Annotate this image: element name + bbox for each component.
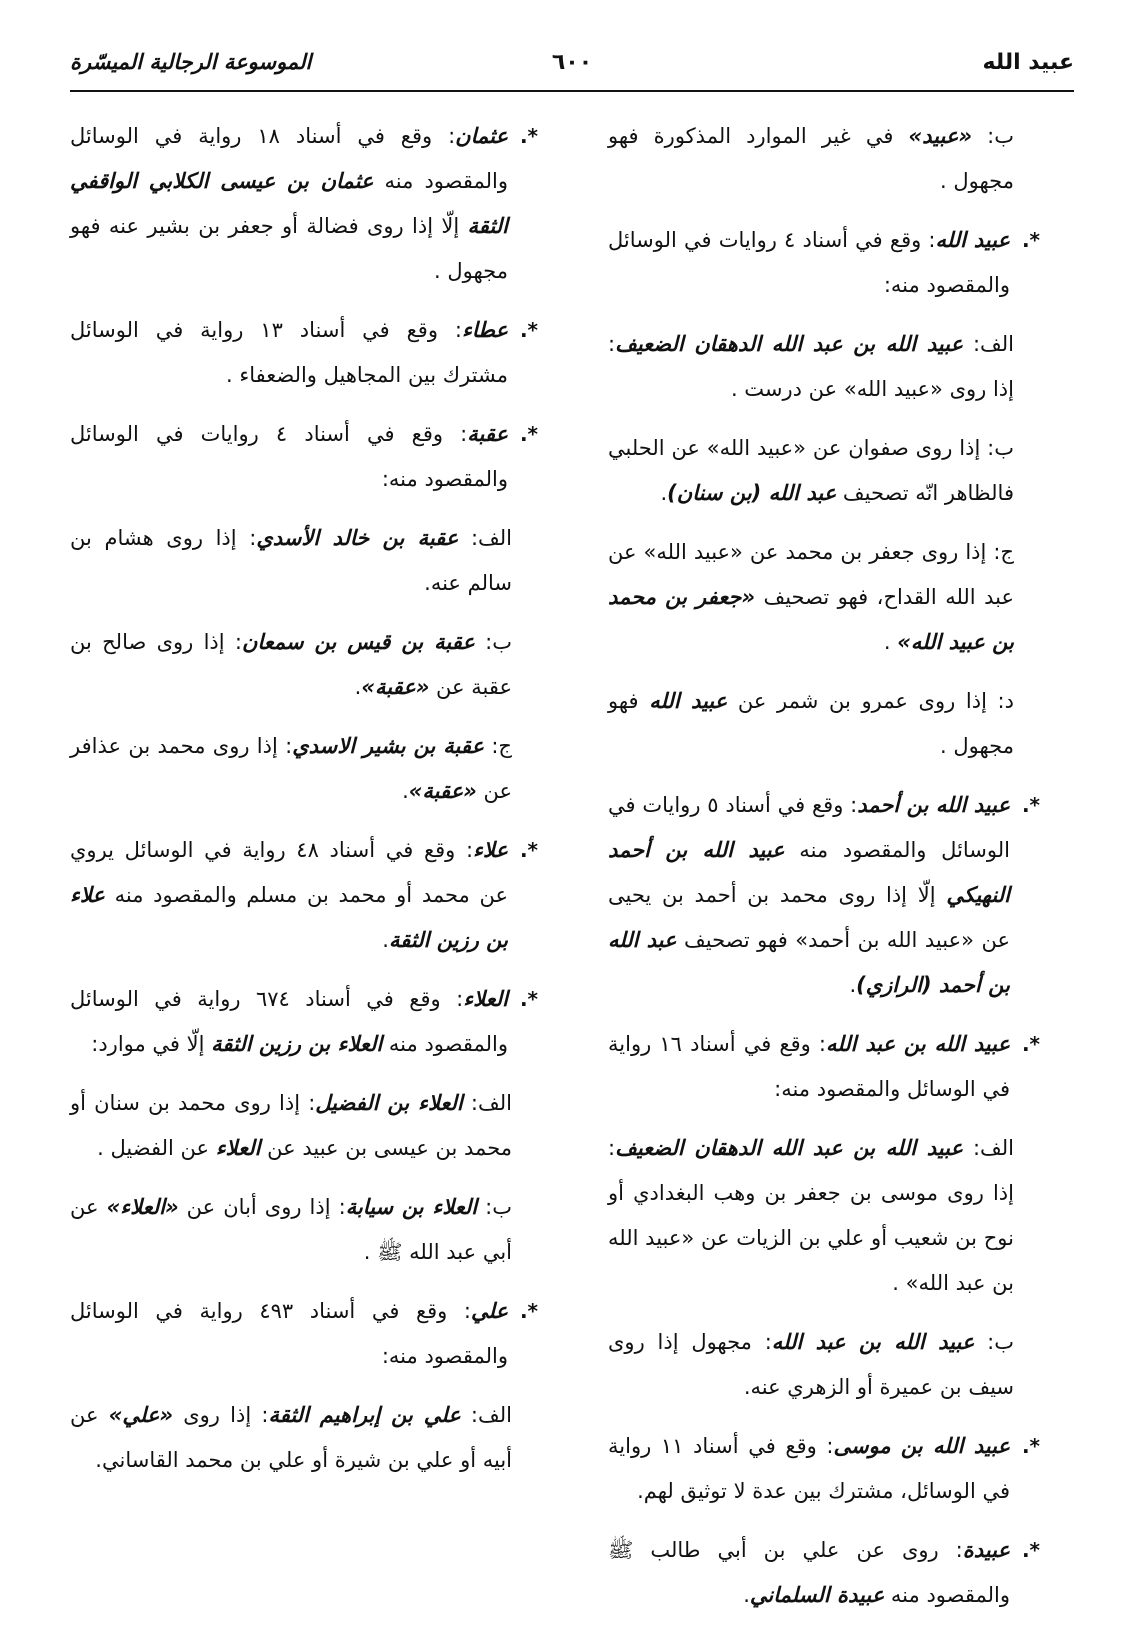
entry-name: عبيد الله بن عبد الله xyxy=(826,1032,1010,1056)
sub-entry: ب: «عبيد» في غير الموارد المذكورة فهو مجهول . xyxy=(608,124,1015,193)
sub-entry: ج: إذا روى جعفر بن محمد عن «عبيد الله» عن عبد الله القداح، فهو تصحيف «جعفر بن محمد بن عبيد الله» . xyxy=(608,540,1015,654)
sub-entry: ب: عقبة بن قيس بن سمعان: إذا روى صالح بن عقبة عن «عقبة». xyxy=(70,630,512,699)
asterisk-bullet-icon: *. xyxy=(519,1299,538,1323)
entry-name: عبيد الله xyxy=(649,689,728,713)
entry-name: عبيدة السلماني xyxy=(749,1583,885,1607)
entry-name: عقبة بن بشير الاسدي xyxy=(292,734,485,758)
entry: *. علي: وقع في أسناد ٤٩٣ رواية في الوسائل والمقصود منه: xyxy=(70,1289,538,1379)
header-rule xyxy=(70,90,1074,92)
entry-name: علاء بن رزين الثقة xyxy=(70,883,508,952)
entry-name: عبيد الله بن عبد الله xyxy=(771,1330,975,1354)
entry-name: علاء xyxy=(473,838,508,862)
entry-name: «عبيد» xyxy=(908,124,973,148)
entry-name: عبيد الله بن موسى xyxy=(833,1434,1010,1458)
entry: *. علاء: وقع في أسناد ٤٨ رواية في الوسائل يروي عن محمد أو محمد بن مسلم والمقصود منه علاء بن رزين الثقة. xyxy=(70,828,538,963)
entry-name: عبيد الله بن عبد الله الدهقان الضعيف xyxy=(615,1136,963,1160)
entry-name: العلاء بن سيابة xyxy=(345,1195,478,1219)
asterisk-bullet-icon: *. xyxy=(519,124,538,148)
entry: *. عقبة: وقع في أسناد ٤ روايات في الوسائل والمقصود منه: xyxy=(70,412,538,502)
entry-name: عقبة بن خالد الأسدي xyxy=(256,526,459,550)
asterisk-bullet-icon: *. xyxy=(1021,228,1040,252)
entry-name: العلاء بن رزين الثقة xyxy=(211,1032,383,1056)
entry-name: «عقبة» xyxy=(408,779,477,803)
entry-name: عبيد الله بن عبد الله الدهقان الضعيف xyxy=(615,332,963,356)
entry-name: العلاء xyxy=(215,1136,261,1160)
entry-name: «علي» xyxy=(108,1403,174,1427)
entry-name: «جعفر بن محمد بن عبيد الله» xyxy=(608,585,1014,654)
entry-name: عثمان بن عيسى الكلابي الواقفي الثقة xyxy=(70,169,508,238)
running-head-entry: عبيد الله xyxy=(982,50,1074,75)
asterisk-bullet-icon: *. xyxy=(519,318,538,342)
entry: *. العلاء: وقع في أسناد ٦٧٤ رواية في الوسائل والمقصود منه العلاء بن رزين الثقة إلّا في موارد: xyxy=(70,977,538,1067)
entry-name: عبيد الله بن أحمد xyxy=(857,793,1010,817)
entry-name: عطاء xyxy=(461,318,508,342)
entry: *. عطاء: وقع في أسناد ١٣ رواية في الوسائل مشترك بين المجاهيل والضعفاء . xyxy=(70,308,538,398)
sub-entry: ب: عبيد الله بن عبد الله: مجهول إذا روى سيف بن عميرة أو الزهري عنه. xyxy=(608,1330,1014,1399)
entry-name: عقبة بن قيس بن سمعان xyxy=(241,630,475,654)
entry-name: عثمان xyxy=(455,124,508,148)
asterisk-bullet-icon: *. xyxy=(1021,793,1040,817)
asterisk-bullet-icon: *. xyxy=(1021,1434,1040,1458)
sub-entry: د: إذا روى عمرو بن شمر عن عبيد الله فهو مجهول . xyxy=(608,689,1014,758)
sub-entry: ب: إذا روى صفوان عن «عبيد الله» عن الحلبي فالظاهر انّه تصحيف عبد الله (بن سنان). xyxy=(608,436,1014,505)
page-number: ٦٠٠ xyxy=(551,50,593,75)
sub-entry: الف: عبيد الله بن عبد الله الدهقان الضعيف: إذا روى موسى بن جعفر بن وهب البغدادي أو نوح بن شعيب أو علي بن الزيات عن «عبيد الله بن عبد الله» . xyxy=(608,1136,1015,1295)
entry-name: «عقبة» xyxy=(361,675,430,699)
entry-name: العلاء بن الفضيل xyxy=(315,1091,463,1115)
entry-name: عبد الله بن أحمد (الرازي) xyxy=(608,928,1010,997)
entry-name: عبيد الله xyxy=(935,228,1010,252)
entry: *. عبيد الله بن أحمد: وقع في أسناد ٥ روايات في الوسائل والمقصود منه عبيد الله بن أحمد النهيكي إلّا إذا روى محمد بن أحمد بن يحيى عن «عبيد الله بن أحمد» فهو تصحيف عبد الله بن أحمد (الرازي). xyxy=(608,783,1040,1008)
entry: *. عبيد الله بن عبد الله: وقع في أسناد ١٦ رواية في الوسائل والمقصود منه: xyxy=(608,1022,1040,1112)
sub-entry: الف: علي بن إبراهيم الثقة: إذا روى «علي» عن أبيه أو علي بن شيرة أو علي بن محمد القاساني. xyxy=(70,1403,512,1472)
entry-name: «العلاء» xyxy=(106,1195,179,1219)
asterisk-bullet-icon: *. xyxy=(519,838,538,862)
asterisk-bullet-icon: *. xyxy=(519,422,538,446)
page-header xyxy=(70,44,1074,92)
sub-entry: ب: العلاء بن سيابة: إذا روى أبان عن «العلاء» عن أبي عبد الله ﷺ . xyxy=(70,1195,512,1264)
right-column xyxy=(608,114,1040,1632)
entry-name: علي بن إبراهيم الثقة xyxy=(268,1403,461,1427)
entry-name: عقبة xyxy=(467,422,508,446)
sub-entry: الف: عبيد الله بن عبد الله الدهقان الضعيف: إذا روى «عبيد الله» عن درست . xyxy=(608,332,1015,401)
entry: *. عبيد الله بن موسى: وقع في أسناد ١١ رواية في الوسائل، مشترك بين عدة لا توثيق لهم. xyxy=(608,1424,1040,1514)
entry-name: عبد الله (بن سنان) xyxy=(667,481,837,505)
asterisk-bullet-icon: *. xyxy=(1021,1538,1040,1562)
entry: *. عثمان: وقع في أسناد ١٨ رواية في الوسائل والمقصود منه عثمان بن عيسى الكلابي الواقفي الثقة إلّا إذا روى فضالة أو جعفر بن بشير عنه فهو مجهول . xyxy=(70,114,538,294)
left-column xyxy=(70,114,538,1497)
running-head-book-title: الموسوعة الرجالية الميسّرة xyxy=(70,50,312,74)
sub-entry: الف: العلاء بن الفضيل: إذا روى محمد بن سنان أو محمد بن عيسى بن عبيد عن العلاء عن الفضيل . xyxy=(70,1091,512,1160)
entry: *. عبيدة: روى عن علي بن أبي طالب ﷺ والمقصود منه عبيدة السلماني. xyxy=(608,1528,1040,1618)
entry-name: عبيد الله بن أحمد النهيكي xyxy=(608,838,1010,907)
sub-entry: ج: عقبة بن بشير الاسدي: إذا روى محمد بن عذافر عن «عقبة». xyxy=(70,734,512,803)
entry: *. عبيد الله: وقع في أسناد ٤ روايات في الوسائل والمقصود منه: xyxy=(608,218,1040,308)
asterisk-bullet-icon: *. xyxy=(1021,1032,1040,1056)
sub-entry: الف: عقبة بن خالد الأسدي: إذا روى هشام بن سالم عنه. xyxy=(70,526,512,595)
entry-name: علي xyxy=(470,1299,508,1323)
asterisk-bullet-icon: *. xyxy=(519,987,538,1011)
entry-name: عبيدة xyxy=(962,1538,1010,1562)
entry-name: العلاء xyxy=(463,987,508,1011)
